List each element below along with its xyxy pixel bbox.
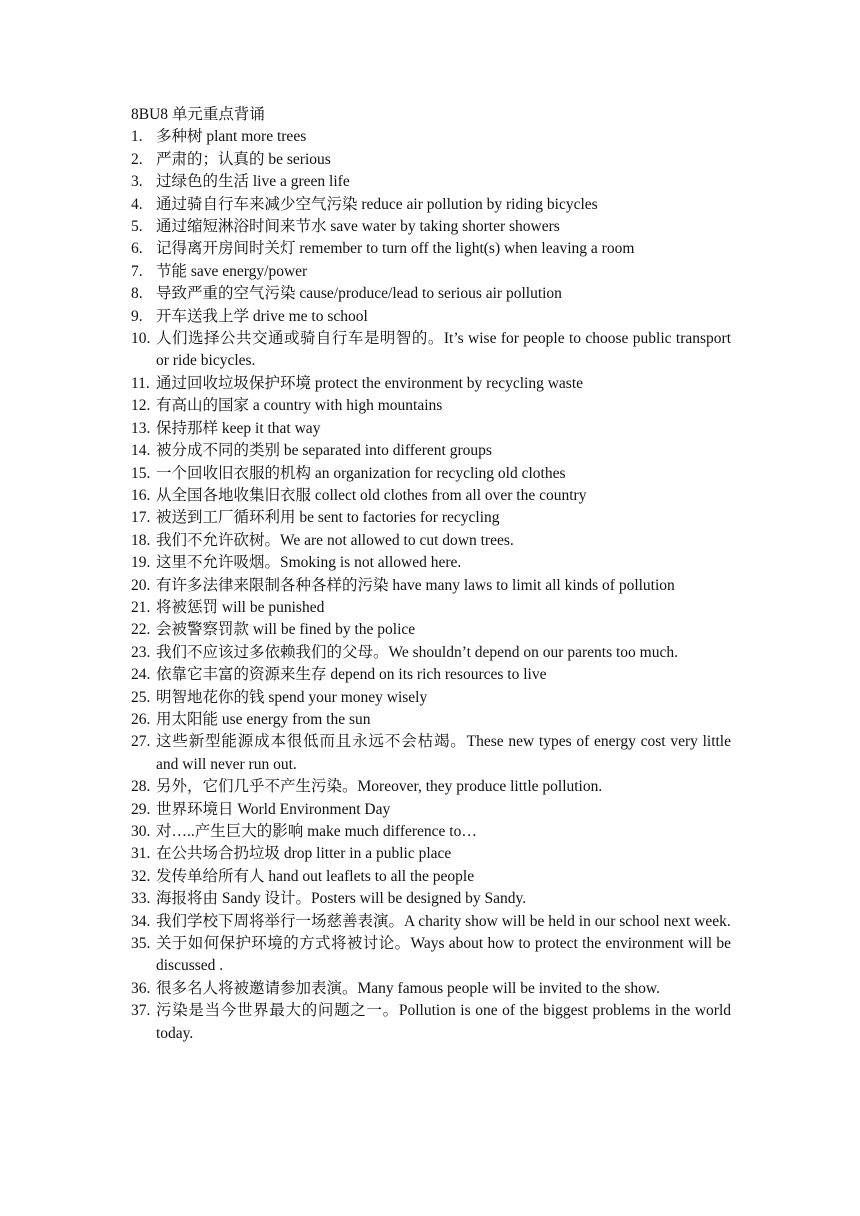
item-number: 19. bbox=[131, 554, 151, 572]
item-text: 通过缩短淋浴时间来节水 save water by taking shorter showers bbox=[156, 218, 560, 236]
item-number: 34. bbox=[131, 912, 151, 930]
item-number: 3. bbox=[131, 173, 143, 191]
list-item bbox=[131, 418, 731, 440]
list-item bbox=[131, 866, 731, 888]
item-number: 37. bbox=[131, 1002, 151, 1020]
list-item bbox=[131, 731, 731, 776]
page-title: 8BU8 单元重点背诵 bbox=[131, 106, 265, 123]
list-item bbox=[131, 664, 731, 686]
item-number: 9. bbox=[131, 307, 143, 325]
item-text: 海报将由 Sandy 设计。Posters will be designed by Sandy. bbox=[156, 890, 527, 908]
item-text: 世界环境日 World Environment Day bbox=[156, 800, 391, 818]
item-number: 4. bbox=[131, 195, 143, 213]
list-item bbox=[131, 642, 731, 664]
item-text: 污染是当今世界最大的问题之一。Pollution is one of the biggest problems in the world today. bbox=[156, 1002, 731, 1042]
item-number: 15. bbox=[131, 464, 151, 482]
list-item bbox=[131, 1000, 731, 1045]
item-text: 节能 save energy/power bbox=[156, 262, 308, 280]
item-number: 26. bbox=[131, 710, 151, 728]
item-number: 17. bbox=[131, 509, 151, 527]
list-item bbox=[131, 911, 731, 933]
list-item bbox=[131, 261, 731, 283]
item-text: 在公共场合扔垃圾 drop litter in a public place bbox=[156, 845, 452, 863]
item-number: 35. bbox=[131, 935, 151, 953]
item-number: 12. bbox=[131, 397, 151, 415]
list-item bbox=[131, 440, 731, 462]
item-number: 11. bbox=[131, 374, 150, 392]
item-number: 20. bbox=[131, 576, 151, 594]
item-number: 32. bbox=[131, 867, 151, 885]
list-item bbox=[131, 507, 731, 529]
list-item bbox=[131, 485, 731, 507]
item-text: 被送到工厂循环利用 be sent to factories for recycling bbox=[156, 509, 500, 527]
item-number: 31. bbox=[131, 845, 151, 863]
item-text: 这里不允许吸烟。Smoking is not allowed here. bbox=[156, 554, 462, 572]
item-text: 过绿色的生活 live a green life bbox=[156, 173, 350, 191]
item-text: 将被惩罚 will be punished bbox=[156, 598, 325, 616]
item-text: 关于如何保护环境的方式将被讨论。Ways about how to protect the environment will be discussed . bbox=[156, 935, 731, 975]
item-text: 明智地花你的钱 spend your money wisely bbox=[156, 688, 428, 706]
list-item bbox=[131, 687, 731, 709]
item-number: 36. bbox=[131, 979, 151, 997]
item-number: 8. bbox=[131, 285, 143, 303]
list-item bbox=[131, 238, 731, 260]
item-text: 严肃的；认真的 be serious bbox=[156, 150, 331, 168]
list-item bbox=[131, 149, 731, 171]
item-number: 6. bbox=[131, 240, 143, 258]
item-number: 22. bbox=[131, 621, 151, 639]
list-item bbox=[131, 373, 731, 395]
item-text: 有高山的国家 a country with high mountains bbox=[156, 397, 443, 415]
item-text: 记得离开房间时关灯 remember to turn off the light(s) when leaving a room bbox=[156, 240, 635, 258]
item-text: 依靠它丰富的资源来生存 depend on its rich resources to live bbox=[156, 666, 547, 684]
item-text: 通过骑自行车来减少空气污染 reduce air pollution by riding bicycles bbox=[156, 195, 598, 213]
item-number: 10. bbox=[131, 330, 151, 348]
list-item bbox=[131, 463, 731, 485]
list-item bbox=[131, 552, 731, 574]
list-item bbox=[131, 216, 731, 238]
item-number: 21. bbox=[131, 598, 151, 616]
item-number: 29. bbox=[131, 800, 151, 818]
list-item bbox=[131, 597, 731, 619]
item-number: 33. bbox=[131, 890, 151, 908]
list-item bbox=[131, 171, 731, 193]
item-number: 7. bbox=[131, 262, 143, 280]
item-text: 这些新型能源成本很低而且永远不会枯竭。These new types of energy cost very little and will never run out. bbox=[156, 733, 731, 773]
item-number: 25. bbox=[131, 688, 151, 706]
list-item bbox=[131, 619, 731, 641]
document-page bbox=[131, 104, 731, 1045]
item-text: 用太阳能 use energy from the sun bbox=[156, 710, 371, 728]
item-text: 保持那样 keep it that way bbox=[156, 419, 321, 437]
item-text: 会被警察罚款 will be fined by the police bbox=[156, 621, 416, 639]
item-number: 14. bbox=[131, 442, 151, 460]
item-number: 30. bbox=[131, 823, 151, 840]
item-text: 开车送我上学 drive me to school bbox=[156, 307, 368, 325]
list-item bbox=[131, 306, 731, 328]
list-item bbox=[131, 283, 731, 305]
item-text: 通过回收垃圾保护环境 protect the environment by recycling waste bbox=[156, 374, 584, 392]
item-number: 28. bbox=[131, 778, 151, 796]
list-item bbox=[131, 328, 731, 373]
item-number: 18. bbox=[131, 531, 151, 549]
list-item bbox=[131, 575, 731, 597]
list-item bbox=[131, 978, 731, 1000]
item-text: 对…..产生巨大的影响 make much difference to… bbox=[156, 823, 477, 840]
phrase-list bbox=[131, 126, 731, 1045]
item-text: 有许多法律来限制各种各样的污染 have many laws to limit all kinds of pollution bbox=[156, 576, 675, 594]
item-text: 发传单给所有人 hand out leaflets to all the people bbox=[156, 867, 475, 885]
list-item bbox=[131, 709, 731, 731]
list-item bbox=[131, 776, 731, 798]
item-number: 24. bbox=[131, 666, 151, 684]
list-item bbox=[131, 395, 731, 417]
item-text: 人们选择公共交通或骑自行车是明智的。It’s wise for people to choose public transport or ride bicycles. bbox=[156, 330, 731, 370]
list-item bbox=[131, 194, 731, 216]
item-number: 13. bbox=[131, 419, 151, 437]
item-text: 导致严重的空气污染 cause/produce/lead to serious air pollution bbox=[156, 285, 562, 303]
list-item bbox=[131, 530, 731, 552]
item-text: 我们不允许砍树。We are not allowed to cut down trees. bbox=[156, 531, 514, 549]
item-text: 被分成不同的类别 be separated into different groups bbox=[156, 442, 492, 460]
item-number: 2. bbox=[131, 150, 143, 168]
list-item bbox=[131, 843, 731, 865]
item-text: 另外，它们几乎不产生污染。Moreover, they produce little pollution. bbox=[156, 778, 603, 796]
item-number: 23. bbox=[131, 643, 151, 661]
list-item bbox=[131, 799, 731, 821]
list-item bbox=[131, 821, 731, 843]
item-number: 5. bbox=[131, 218, 143, 236]
item-text: 一个回收旧衣服的机构 an organization for recycling old clothes bbox=[156, 464, 566, 482]
list-item bbox=[131, 126, 731, 148]
item-number: 16. bbox=[131, 486, 151, 504]
item-text: 我们不应该过多依赖我们的父母。We shouldn’t depend on our parents too much. bbox=[156, 643, 678, 661]
item-number: 1. bbox=[131, 128, 143, 146]
item-text: 多种树 plant more trees bbox=[156, 128, 307, 146]
item-text: 我们学校下周将举行一场慈善表演。A charity show will be held in our school next week. bbox=[156, 912, 731, 930]
item-text: 很多名人将被邀请参加表演。Many famous people will be invited to the show. bbox=[156, 979, 660, 997]
item-text: 从全国各地收集旧衣服 collect old clothes from all over the country bbox=[156, 486, 587, 504]
list-item bbox=[131, 888, 731, 910]
item-number: 27. bbox=[131, 733, 151, 751]
list-item bbox=[131, 933, 731, 978]
